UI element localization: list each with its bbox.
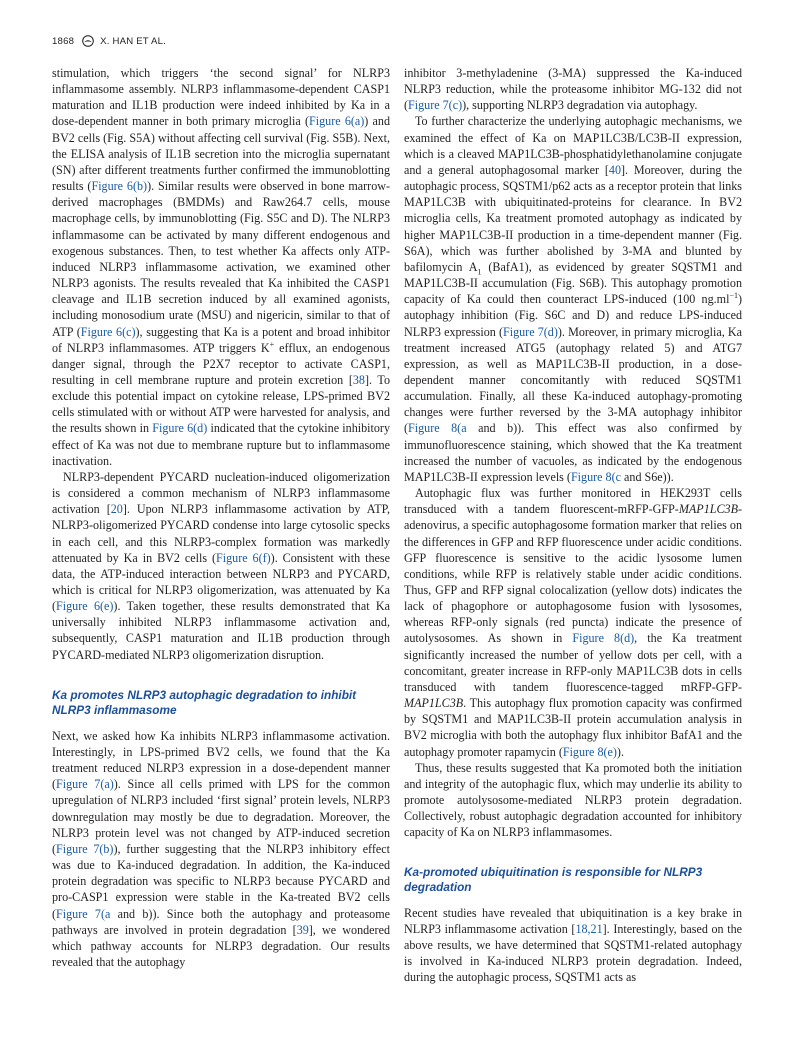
section-heading: Ka promotes NLRP3 autophagic degradation to inhibit NLRP3 inflammasome xyxy=(52,687,357,718)
running-head-authors: X. HAN ET AL. xyxy=(100,35,167,47)
figure-link[interactable]: Figure 6(b) xyxy=(91,179,148,194)
publisher-logo-icon xyxy=(82,35,94,47)
paragraph: Autophagic flux was further monitored in HEK293T cells transduced with a tandem fluorescent-mRFP-GFP-MAP1LC3B-adenovirus, a specific autophagosome formation marker that relies on the differences in GFP and RFP fluorescence under acidic conditions. GFP fluorescence is sensitive to the acidic lysosome lumen conditions, while RFP is relatively stable under acidic conditions. Thus, GFP and RFP signal colocalization (yellow dots) indicates the lack of phagophore or autophagosome fusion with lysosomes, whereas RFP-only signals (red puncta) indicate the presence of autolysosomes. As shown in Figure 8(d), the Ka treatment significantly increased the number of yellow dots per cell, with a concomitant, greater increase in RFP-only MAP1LC3B dots in cells transduced with tandem fluorescence-tagged mRFP-GFP-MAP1LC3B. This autophagy flux promotion capacity was confirmed by SQSTM1 and MAP1LC3B-II protein accumulation analysis in BV2 microglia with both the autophagy flux inhibitor BafA1 and the autophagy promoter rapamycin (Figure 8(e)). xyxy=(404,486,742,759)
paragraph: stimulation, which triggers ‘the second signal’ for NLRP3 inflammasome assembly. NLRP3 inflammasome-dependent CASP1 maturation and IL1B production were indeed inhibited by Ka in a dose-dependent manner in both primary microglia (Figure 6(a)) and BV2 cells (Fig. S5A) without affecting cell survival (Fig. S5B). Next, the ELISA analysis of IL1B secretion into the microglia supernatant (SN) after different treatments further confirmed the immunoblotting results (Figure 6(b)). Similar results were observed in bone marrow-derived macrophages (BMDMs) and Raw264.7 cells, mouse macrophage cells, by immunoblotting (Fig. S5C and D). The NLRP3 inflammasome can be activated by many different endogenous and exogenous substances. Then, to test whether Ka affects only ATP-induced NLRP3 inflammasome activation, we examined other NLRP3 agonists. The results revealed that Ka inhibited the CASP1 cleavage and IL1B secretion induced by all examined agonists, including monosodium urate (MSU) and nigericin, similar to that of ATP (Figure 6(c)), suggesting that Ka is a potent and broad inhibitor of NLRP3 inflammasomes. ATP triggers K+ efflux, an endogenous danger signal, through the P2X7 receptor to activate CASP1, resulting in cell membrane rupture and protein excretion [38]. To exclude this potential impact on cytokine release, LPS-primed BV2 cells stimulated with or without ATP were harvested for analysis, and the results shown in Figure 6(d) indicated that the cytokine inhibitory effect of Ka was not due to membrane rupture but to inflammasome inactivation. xyxy=(52,66,391,468)
figure-link[interactable]: Figure 7(b) xyxy=(56,841,114,856)
figure-link[interactable]: Figure 8(a xyxy=(408,421,467,436)
figure-link[interactable]: Figure 6(f) xyxy=(216,550,271,565)
figure-link[interactable]: Figure 6(d) xyxy=(152,421,208,436)
figure-link[interactable]: Figure 6(e) xyxy=(56,599,114,614)
paragraph: Thus, these results suggested that Ka promoted both the initiation and integrity of the autophagic flux, which may underlie its ability to promote autolysosome-mediated NLRP3 protein degradation. Collectively, robust autophagic degradation accounted for inhibitory capacity of Ka on NLRP3 inflammasomes. xyxy=(404,760,742,840)
paragraph: Recent studies have revealed that ubiquitination is a key brake in NLRP3 inflammasome activation [18,21]. Interestingly, based on the above results, we have determined that SQSTM1-related autophagy is involved in Ka-induced NLRP3 protein degradation. Indeed, during the autophagic process, SQSTM1 acts as xyxy=(404,905,742,985)
paragraph: Next, we asked how Ka inhibits NLRP3 inflammasome activation. Interestingly, in LPS-primed BV2 cells, we found that the Ka treatment reduced NLRP3 expression in a dose-dependent manner (Figure 7(a)). Since all cells primed with LPS for the common upregulation of NLRP3 included ‘first signal’ protein levels, NLRP3 downregulation may mostly be due to degradation. Moreover, the NLRP3 protein level was not changed by ATP-induced secretion (Figure 7(b)), further suggesting that the NLRP3 inhibitory effect was due to Ka-induced degradation. In addition, the Ka-induced protein degradation was specific to NLRP3 because PYCARD and pro-CASP1 expression were stable in the Ka-treated BV2 cells (Figure 7(a and b)). Since both the autophagy and proteasome pathways are involved in protein degradation [39], we wondered which pathway accounts for NLRP3 degradation. Our results revealed that the autophagy xyxy=(52,728,390,969)
citation-link[interactable]: 20 xyxy=(110,502,123,517)
page-number: 1868 xyxy=(52,35,75,47)
paragraph: NLRP3-dependent PYCARD nucleation-induced oligomerization is considered a common mechanism of NLRP3 inflammasome activation [20]. Upon NLRP3 inflammasome activation by ATP, NLRP3-oligomerized PYCARD condense into large cytosolic specks in each cell, and this NLRP3-complex formation was markedly attenuated by Ka in BV2 cells (Figure 6(f)). Consistent with these data, the ATP-induced interaction between NLRP3 and PYCARD, which is critical for NLRP3 oligomerization, was attenuated by Ka (Figure 6(e)). Taken together, these results demonstrated that Ka universally inhibited NLRP3 inflammasome activation and, subsequently, CASP1 maturation and IL1B production through PYCARD-mediated NLRP3 oligomerization disruption. xyxy=(52,469,390,662)
paragraph: To further characterize the underlying autophagic mechanisms, we examined the effect of Ka on MAP1LC3B/LC3B-II expression, which is a cleaved MAP1LC3B-phosphatidylethanolamine conjugate and a general autophagosomal marker [40]. Moreover, during the autophagic process, SQSTM1/p62 acts as a receptor protein that links MAP1LC3B with ubiquitinated-proteins for clearance. In BV2 microglia cells, Ka treatment promoted autophagy as indicated by higher MAP1LC3B-II production in a time-dependent manner (Fig. S6A), which was further abolished by 3-MA and blunted by bafilomycin $A_1$ (BafA1), as evidenced by greater SQSTM1 and MAP1LC3B-II accumulation (Fig. S6B). This autophagy promotion capacity of Ka could then counteract LPS-induced (100 $ng.ml^{-1}$) autophagy inhibition (Fig. S6C and D) and reduce LPS-induced NLRP3 expression (Figure 7(d)). Moreover, in primary microglia, Ka treatment increased ATG5 (autophagy related 5) and ATG7 expression, as well as MAP1LC3B-II production, in a dose-dependent manner concomitantly with reduced SQSTM1 accumulation. Finally, all these Ka-induced autophagy-promoting changes were further reversed by the 3-MA autophagy inhibitor (Figure 8(a and b)). This effect was also confirmed by immunofluorescence staining, which showed that the Ka treatment increased the number of vacuoles, as indicated by the endogenous MAP1LC3B-II expression levels (Figure 8(c and S6e)). xyxy=(404,114,743,484)
figure-link[interactable]: Figure 7(a) xyxy=(56,777,114,792)
citation-link[interactable]: 39 xyxy=(296,922,309,937)
figure-link[interactable]: Figure 8(c xyxy=(570,469,621,484)
figure-link[interactable]: Figure 6(c) xyxy=(80,324,136,339)
figure-link[interactable]: Figure 7(c) xyxy=(408,98,463,113)
figure-link[interactable]: Figure 7(a xyxy=(56,906,111,921)
left-column xyxy=(52,65,390,970)
running-header xyxy=(52,33,166,49)
paragraph: inhibitor 3-methyladenine (3-MA) suppressed the Ka-induced NLRP3 reduction, while the proteasome inhibitor MG-132 did not (Figure 7(c)), supporting NLRP3 degradation via autophagy. xyxy=(404,66,742,113)
figure-link[interactable]: Figure 8(e) xyxy=(562,744,617,759)
section-heading: Ka-promoted ubiquitination is responsible for NLRP3 degradation xyxy=(404,864,703,894)
figure-link[interactable]: Figure 8(d) xyxy=(572,631,635,646)
citation-link[interactable]: 18,21 xyxy=(575,921,603,936)
figure-link[interactable]: Figure 6(a) xyxy=(309,114,365,129)
citation-link[interactable]: 40 xyxy=(608,162,621,177)
citation-link[interactable]: 38 xyxy=(352,372,365,387)
right-column xyxy=(404,65,742,985)
figure-link[interactable]: Figure 7(d) xyxy=(503,324,558,339)
